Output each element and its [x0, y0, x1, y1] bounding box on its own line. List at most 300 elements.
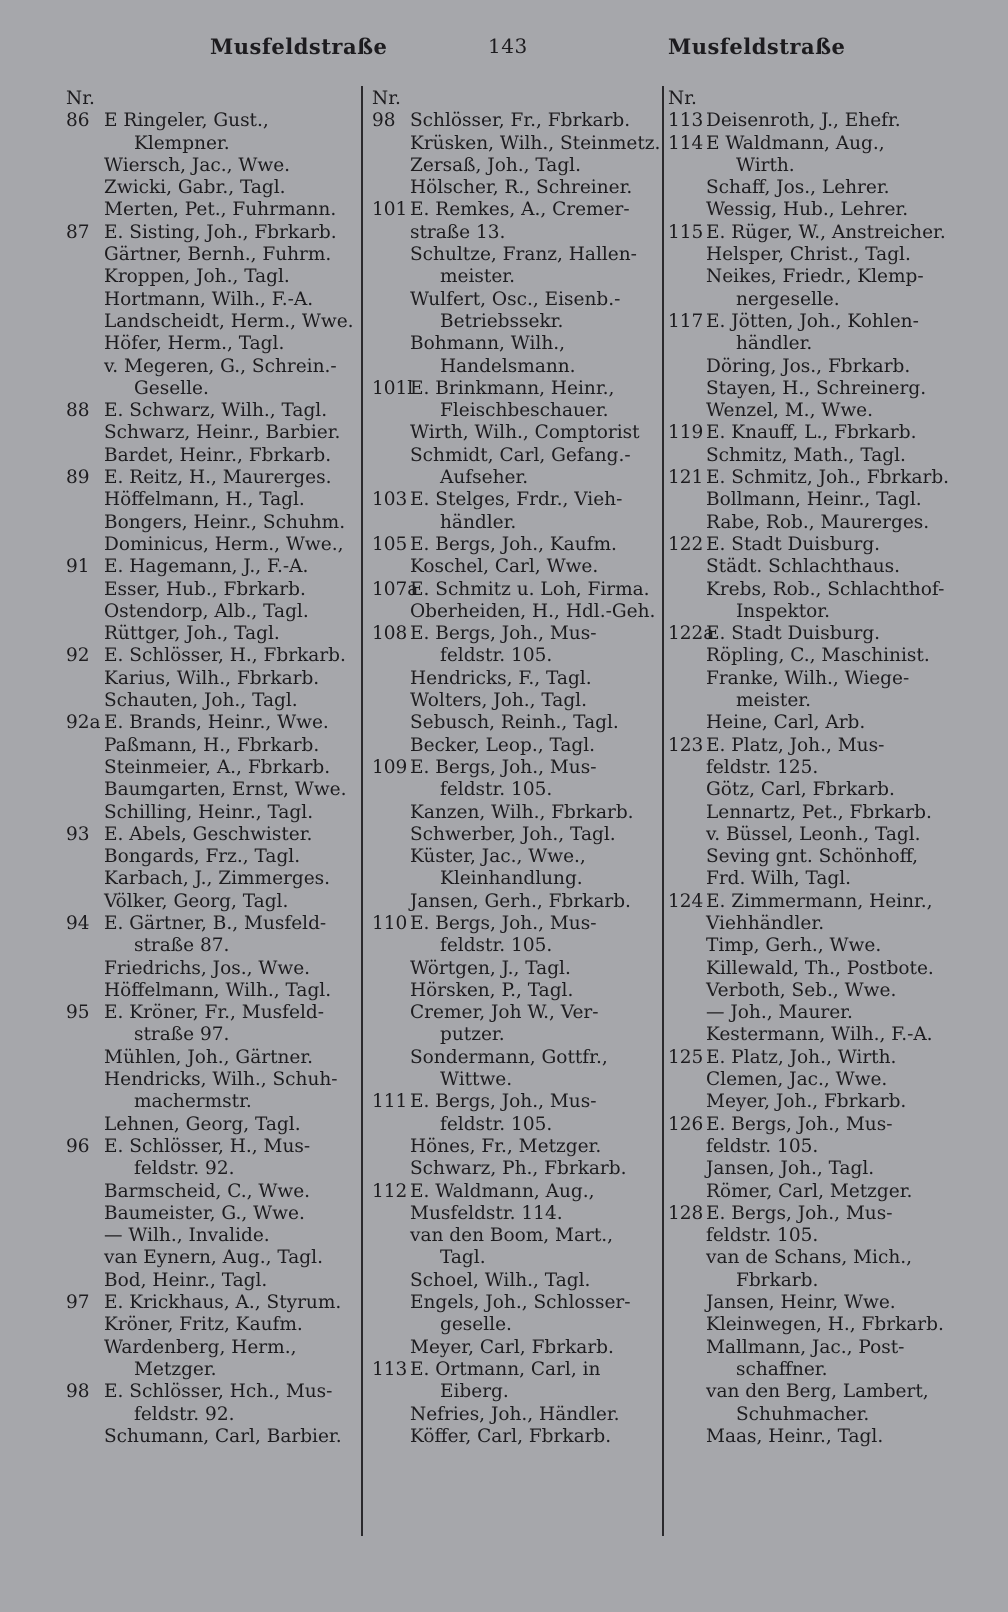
directory-line — [668, 1091, 968, 1113]
resident-entry: Metzger. — [134, 1358, 217, 1380]
resident-entry: Tagl. — [440, 1247, 486, 1269]
house-number: Nr. — [668, 88, 697, 109]
resident-entry: van den Berg, Lambert, — [706, 1381, 929, 1403]
directory-line — [372, 645, 657, 667]
resident-entry: Kestermann, Wilh., F.-A. — [706, 1024, 933, 1046]
directory-line — [668, 1181, 968, 1203]
directory-line — [668, 579, 968, 601]
resident-entry: E. Schlösser, H., Mus- — [104, 1135, 311, 1157]
directory-line — [66, 489, 356, 511]
resident-entry: E. Sisting, Joh., Fbrkarb. — [104, 221, 337, 243]
directory-line — [66, 1314, 356, 1336]
directory-line — [66, 958, 356, 980]
directory-line — [668, 1314, 968, 1336]
directory-line — [372, 1337, 657, 1359]
directory-line — [66, 222, 356, 244]
resident-entry: v. Büssel, Leonh., Tagl. — [706, 823, 921, 845]
resident-entry: Wirth, Wilh., Comptorist — [410, 422, 640, 444]
directory-line — [668, 378, 968, 400]
directory-line — [66, 980, 356, 1002]
resident-entry: van de Schans, Mich., — [706, 1247, 912, 1269]
directory-line — [372, 177, 657, 199]
directory-line — [66, 645, 356, 667]
column-divider — [361, 86, 363, 1536]
directory-line — [372, 1270, 657, 1292]
resident-entry: Esser, Hub., Fbrkarb. — [104, 578, 306, 600]
house-number: 121 — [668, 467, 704, 489]
resident-entry: Schilling, Heinr., Tagl. — [104, 801, 314, 823]
resident-entry: E. Platz, Joh., Wirth. — [706, 1046, 897, 1068]
resident-entry: Kanzen, Wilh., Fbrkarb. — [410, 801, 634, 823]
directory-line — [372, 1002, 657, 1024]
resident-entry: Wenzel, M., Wwe. — [706, 400, 874, 422]
resident-entry: Mühlen, Joh., Gärtner. — [104, 1046, 314, 1068]
directory-line — [372, 1091, 657, 1113]
resident-entry: van Eynern, Aug., Tagl. — [104, 1247, 323, 1269]
resident-entry: Schoel, Wilh., Tagl. — [410, 1269, 591, 1291]
directory-line — [668, 311, 968, 333]
directory-line — [668, 958, 968, 980]
resident-entry: Bongards, Frz., Tagl. — [104, 846, 301, 868]
resident-entry: Clemen, Jac., Wwe. — [706, 1069, 888, 1091]
directory-line — [372, 378, 657, 400]
house-number: 101 — [372, 199, 408, 221]
resident-entry: straße 13. — [410, 221, 506, 243]
resident-entry: E. Bergs, Joh., Mus- — [410, 1091, 597, 1113]
resident-entry: Götz, Carl, Fbrkarb. — [706, 779, 895, 801]
resident-entry: meister. — [440, 266, 515, 288]
resident-entry: Oberheiden, H., Hdl.-Geh. — [410, 600, 656, 622]
resident-entry: Schaff, Jos., Lehrer. — [706, 177, 890, 199]
directory-line — [372, 757, 657, 779]
house-number: 115 — [668, 221, 704, 243]
resident-entry: Fbrkarb. — [736, 1269, 819, 1291]
resident-entry: Hendricks, F., Tagl. — [410, 667, 592, 689]
resident-entry: Rüttger, Joh., Tagl. — [104, 623, 280, 645]
resident-entry: Schlösser, Fr., Fbrkarb. — [410, 110, 631, 132]
house-number: 109 — [372, 756, 408, 778]
house-number: 110 — [372, 912, 408, 934]
resident-entry: Paßmann, H., Fbrkarb. — [104, 734, 320, 756]
house-number: 122a — [668, 623, 715, 645]
house-number: 125 — [668, 1046, 704, 1068]
directory-line — [66, 1270, 356, 1292]
directory-line — [372, 1047, 657, 1069]
resident-entry: E. Bergs, Joh., Mus- — [410, 623, 597, 645]
resident-entry: van den Boom, Mart., — [410, 1225, 614, 1247]
resident-entry: Barmscheid, C., Wwe. — [104, 1180, 311, 1202]
house-number: 92a — [66, 712, 101, 734]
house-number: 122 — [668, 533, 704, 555]
resident-entry: Fleischbeschauer. — [440, 400, 609, 422]
resident-entry: Höffelmann, H., Tagl. — [104, 489, 305, 511]
column-2 — [372, 88, 661, 1448]
resident-entry: E Ringeler, Gust., — [104, 110, 269, 132]
directory-line — [372, 556, 657, 578]
resident-entry: Merten, Pet., Fuhrmann. — [104, 199, 337, 221]
directory-line — [668, 1426, 968, 1448]
resident-entry: Becker, Leop., Tagl. — [410, 734, 596, 756]
house-number: 113 — [668, 110, 704, 132]
resident-entry: Karius, Wilh., Fbrkarb. — [104, 667, 320, 689]
resident-entry: schaffner. — [736, 1358, 828, 1380]
directory-line — [372, 1359, 657, 1381]
directory-line — [66, 891, 356, 913]
directory-line — [372, 1314, 657, 1336]
resident-entry: Wiersch, Jac., Wwe. — [104, 154, 291, 176]
resident-entry: Mallmann, Jac., Post- — [706, 1336, 905, 1358]
resident-entry: E. Stelges, Frdr., Vieh- — [410, 489, 623, 511]
directory-line — [668, 1337, 968, 1359]
resident-entry: Höfer, Herm., Tagl. — [104, 333, 285, 355]
house-number: 126 — [668, 1113, 704, 1135]
resident-entry: Timp, Gerh., Wwe. — [706, 935, 882, 957]
running-header-right: Musfeldstraße — [668, 34, 846, 59]
resident-entry: händler. — [440, 511, 517, 533]
resident-entry: Köffer, Carl, Fbrkarb. — [410, 1425, 612, 1447]
directory-line — [372, 846, 657, 868]
resident-entry: feldstr. 105. — [706, 1225, 819, 1247]
resident-entry: nergeselle. — [736, 288, 840, 310]
directory-line — [66, 400, 356, 422]
resident-entry: Wardenberg, Herm., — [104, 1336, 297, 1358]
directory-line — [66, 1426, 356, 1448]
resident-entry: E. Knauff, L., Fbrkarb. — [706, 422, 917, 444]
directory-line — [668, 913, 968, 935]
resident-entry: feldstr. 125. — [706, 756, 819, 778]
resident-entry: Röpling, C., Maschinist. — [706, 645, 930, 667]
resident-entry: Rabe, Rob., Maurerges. — [706, 511, 930, 533]
house-number: Nr. — [372, 88, 401, 109]
directory-line — [66, 289, 356, 311]
directory-line — [668, 1203, 968, 1225]
house-number: 128 — [668, 1202, 704, 1224]
directory-line — [372, 422, 657, 444]
resident-entry: Schuhmacher. — [736, 1403, 870, 1425]
resident-entry: Bardet, Heinr., Fbrkarb. — [104, 444, 332, 466]
directory-line — [372, 779, 657, 801]
directory-line — [668, 735, 968, 757]
resident-entry: straße 87. — [134, 935, 230, 957]
directory-line — [66, 378, 356, 400]
resident-entry: E. Stadt Duisburg. — [706, 533, 881, 555]
resident-entry: Killewald, Th., Postbote. — [706, 957, 934, 979]
directory-line — [668, 400, 968, 422]
directory-line — [668, 623, 968, 645]
house-number: 124 — [668, 890, 704, 912]
house-number: 86 — [66, 110, 90, 132]
directory-line — [66, 1002, 356, 1024]
directory-line — [372, 356, 657, 378]
directory-line — [372, 1426, 657, 1448]
directory-line — [372, 244, 657, 266]
directory-line — [668, 1404, 968, 1426]
directory-line — [372, 110, 657, 132]
directory-line — [372, 222, 657, 244]
resident-entry: putzer. — [440, 1024, 505, 1046]
directory-line — [66, 712, 356, 734]
resident-entry: Schwerber, Joh., Tagl. — [410, 823, 616, 845]
directory-line — [66, 690, 356, 712]
resident-entry: Karbach, J., Zimmerges. — [104, 868, 331, 890]
resident-entry: Aufseher. — [440, 467, 529, 489]
directory-line — [66, 556, 356, 578]
resident-entry: Zwicki, Gabr., Tagl. — [104, 177, 286, 199]
directory-line — [66, 177, 356, 199]
directory-line — [372, 132, 661, 155]
resident-entry: Klempner. — [134, 132, 230, 154]
resident-entry: E. Kröner, Fr., Musfeld- — [104, 1002, 324, 1024]
directory-line — [668, 356, 968, 378]
resident-entry: E. Hagemann, J., F.-A. — [104, 556, 309, 578]
resident-entry: Nefries, Joh., Händler. — [410, 1403, 620, 1425]
directory-line — [372, 980, 657, 1002]
house-number: 89 — [66, 467, 90, 489]
resident-entry: Sebusch, Reinh., Tagl. — [410, 712, 619, 734]
directory-line — [668, 467, 968, 489]
directory-line — [668, 645, 968, 667]
directory-line — [372, 735, 657, 757]
resident-entry: E. Krickhaus, A., Styrum. — [104, 1292, 342, 1314]
directory-line — [668, 1136, 968, 1158]
directory-line — [668, 846, 968, 868]
directory-line — [668, 1069, 968, 1091]
house-number: 92 — [66, 645, 90, 667]
house-number: 119 — [668, 422, 704, 444]
directory-line — [372, 266, 657, 288]
directory-line — [372, 1069, 657, 1091]
directory-line — [668, 199, 968, 221]
directory-line — [372, 1203, 657, 1225]
house-number: 101l — [372, 377, 414, 399]
directory-line — [372, 690, 657, 712]
directory-line — [66, 512, 356, 534]
resident-entry: Inspektor. — [736, 600, 830, 622]
column-3 — [668, 88, 968, 1448]
directory-line — [66, 155, 356, 177]
house-number: 93 — [66, 823, 90, 845]
resident-entry: Kröner, Fritz, Kaufm. — [104, 1314, 303, 1336]
directory-line — [668, 133, 968, 155]
house-number: 88 — [66, 400, 90, 422]
resident-entry: E. Bergs, Joh., Mus- — [706, 1202, 893, 1224]
resident-entry: Sondermann, Gottfr., — [410, 1046, 608, 1068]
house-number: 91 — [66, 556, 90, 578]
resident-entry: Bod, Heinr., Tagl. — [104, 1269, 268, 1291]
house-number: Nr. — [66, 88, 95, 109]
resident-entry: E. Stadt Duisburg. — [706, 623, 881, 645]
directory-line — [668, 868, 968, 890]
resident-entry: Jansen, Joh., Tagl. — [706, 1158, 875, 1180]
directory-line — [668, 1292, 968, 1314]
resident-entry: Betriebssekr. — [440, 310, 564, 332]
resident-entry: Hölscher, R., Schreiner. — [410, 177, 633, 199]
directory-line — [372, 802, 657, 824]
house-number: 112 — [372, 1180, 408, 1202]
house-number: 97 — [66, 1292, 90, 1314]
directory-line — [668, 601, 968, 623]
house-number: 96 — [66, 1135, 90, 1157]
directory-line — [66, 1337, 356, 1359]
resident-entry: Meyer, Carl, Fbrkarb. — [410, 1336, 614, 1358]
directory-line — [66, 422, 356, 444]
resident-entry: meister. — [736, 690, 811, 712]
directory-line — [66, 824, 356, 846]
resident-entry: Hönes, Fr., Metzger. — [410, 1135, 602, 1157]
resident-entry: Kleinwegen, H., Fbrkarb. — [706, 1314, 944, 1336]
resident-entry: Lennartz, Pet., Fbrkarb. — [706, 801, 932, 823]
directory-line — [66, 199, 356, 221]
house-number: 87 — [66, 221, 90, 243]
directory-line — [66, 802, 356, 824]
resident-entry: straße 97. — [134, 1024, 230, 1046]
directory-line — [668, 668, 968, 690]
directory-line — [372, 88, 657, 110]
resident-entry: Kleinhandlung. — [440, 868, 583, 890]
directory-line — [66, 1091, 356, 1113]
directory-line — [66, 333, 356, 355]
directory-line — [372, 1114, 657, 1136]
resident-entry: Baumgarten, Ernst, Wwe. — [104, 779, 347, 801]
directory-line — [372, 1136, 657, 1158]
directory-line — [66, 935, 356, 957]
resident-entry: machermstr. — [134, 1091, 252, 1113]
resident-entry: Kroppen, Joh., Tagl. — [104, 266, 290, 288]
directory-line — [66, 1136, 356, 1158]
directory-line — [668, 177, 968, 199]
resident-entry: Dominicus, Herm., Wwe., — [104, 533, 344, 555]
directory-line — [66, 735, 356, 757]
directory-line — [668, 110, 968, 132]
house-number: 108 — [372, 623, 408, 645]
resident-entry: E. Waldmann, Aug., — [410, 1180, 595, 1202]
directory-line — [372, 579, 657, 601]
directory-line — [668, 422, 968, 444]
directory-line — [372, 668, 657, 690]
directory-line — [66, 467, 356, 489]
resident-entry: Schmidt, Carl, Gefang.- — [410, 444, 631, 466]
directory-line — [66, 846, 356, 868]
resident-entry: Lehnen, Georg, Tagl. — [104, 1113, 301, 1135]
house-number: 117 — [668, 310, 704, 332]
directory-line — [66, 133, 356, 155]
directory-line — [668, 88, 968, 110]
resident-entry: Neikes, Friedr., Klemp- — [706, 266, 924, 288]
directory-line — [66, 668, 356, 690]
directory-line — [372, 534, 657, 556]
resident-entry: Bohmann, Wilh., — [410, 333, 566, 355]
directory-line — [66, 1158, 356, 1180]
resident-entry: Höffelmann, Wilh., Tagl. — [104, 979, 332, 1001]
resident-entry: E. Rüger, W., Anstreicher. — [706, 221, 946, 243]
directory-line — [668, 1359, 968, 1381]
resident-entry: Krüsken, Wilh., Steinmetz. — [410, 132, 661, 154]
directory-line — [668, 980, 968, 1002]
resident-entry: Wessig, Hub., Lehrer. — [706, 199, 909, 221]
directory-line — [668, 757, 968, 779]
resident-entry: Maas, Heinr., Tagl. — [706, 1425, 884, 1447]
house-number: 98 — [66, 1381, 90, 1403]
resident-entry: Schumann, Carl, Barbier. — [104, 1425, 342, 1447]
resident-entry: Geselle. — [134, 377, 209, 399]
resident-entry: händler. — [736, 333, 813, 355]
directory-line — [66, 1114, 356, 1136]
directory-line — [372, 1181, 657, 1203]
directory-line — [66, 1381, 356, 1403]
directory-line — [372, 1292, 657, 1314]
resident-entry: Jansen, Gerh., Fbrkarb. — [410, 890, 631, 912]
house-number: 98 — [372, 110, 396, 132]
column-divider — [662, 86, 664, 1536]
directory-line — [372, 824, 657, 846]
directory-line — [372, 935, 657, 957]
directory-line — [668, 779, 968, 801]
directory-line — [668, 1158, 968, 1180]
resident-entry: Städt. Schlachthaus. — [706, 556, 901, 578]
resident-entry: Franke, Wilh., Wiege- — [706, 667, 910, 689]
directory-line — [372, 155, 657, 177]
directory-line — [372, 868, 657, 890]
directory-line — [66, 88, 356, 110]
directory-line — [372, 489, 657, 511]
resident-entry: Helsper, Christ., Tagl. — [706, 244, 911, 266]
resident-entry: v. Megeren, G., Schrein.- — [104, 355, 337, 377]
resident-entry: Schauten, Joh., Tagl. — [104, 690, 298, 712]
resident-entry: E. Abels, Geschwister. — [104, 823, 313, 845]
directory-line — [668, 266, 968, 288]
resident-entry: Musfeldstr. 114. — [410, 1202, 563, 1224]
house-number: 94 — [66, 912, 90, 934]
resident-entry: Jansen, Heinr, Wwe. — [706, 1292, 896, 1314]
directory-line — [668, 1270, 968, 1292]
resident-entry: Meyer, Joh., Fbrkarb. — [706, 1091, 907, 1113]
resident-entry: Hörsken, P., Tagl. — [410, 979, 574, 1001]
directory-line — [66, 266, 356, 288]
directory-line — [66, 1047, 356, 1069]
resident-entry: geselle. — [440, 1314, 512, 1336]
resident-entry: feldstr. 105. — [440, 645, 553, 667]
directory-line — [66, 1069, 356, 1091]
resident-entry: Schmitz, Math., Tagl. — [706, 444, 906, 466]
directory-line — [66, 110, 356, 132]
directory-line — [372, 913, 657, 935]
directory-line — [66, 1181, 356, 1203]
directory-line — [66, 579, 356, 601]
directory-line — [66, 534, 356, 556]
directory-line — [668, 534, 968, 556]
directory-line — [372, 1225, 657, 1247]
directory-line — [66, 445, 356, 467]
resident-entry: E. Brands, Heinr., Wwe. — [104, 712, 329, 734]
directory-line — [66, 868, 356, 890]
directory-line — [372, 623, 657, 645]
resident-entry: feldstr. 92. — [134, 1158, 235, 1180]
resident-entry: Krebs, Rob., Schlachthof- — [706, 578, 945, 600]
resident-entry: E. Remkes, A., Cremer- — [410, 199, 630, 221]
resident-entry: Völker, Georg, Tagl. — [104, 890, 289, 912]
directory-line — [372, 333, 657, 355]
directory-line — [66, 356, 356, 378]
directory-line — [668, 445, 968, 467]
directory-line — [372, 601, 657, 623]
directory-line — [66, 311, 356, 333]
directory-line — [66, 1024, 356, 1046]
directory-line — [372, 512, 657, 534]
resident-entry: E. Ortmann, Carl, in — [410, 1358, 601, 1380]
directory-line — [66, 1247, 356, 1269]
directory-line — [668, 222, 968, 244]
page-number: 143 — [488, 34, 528, 58]
